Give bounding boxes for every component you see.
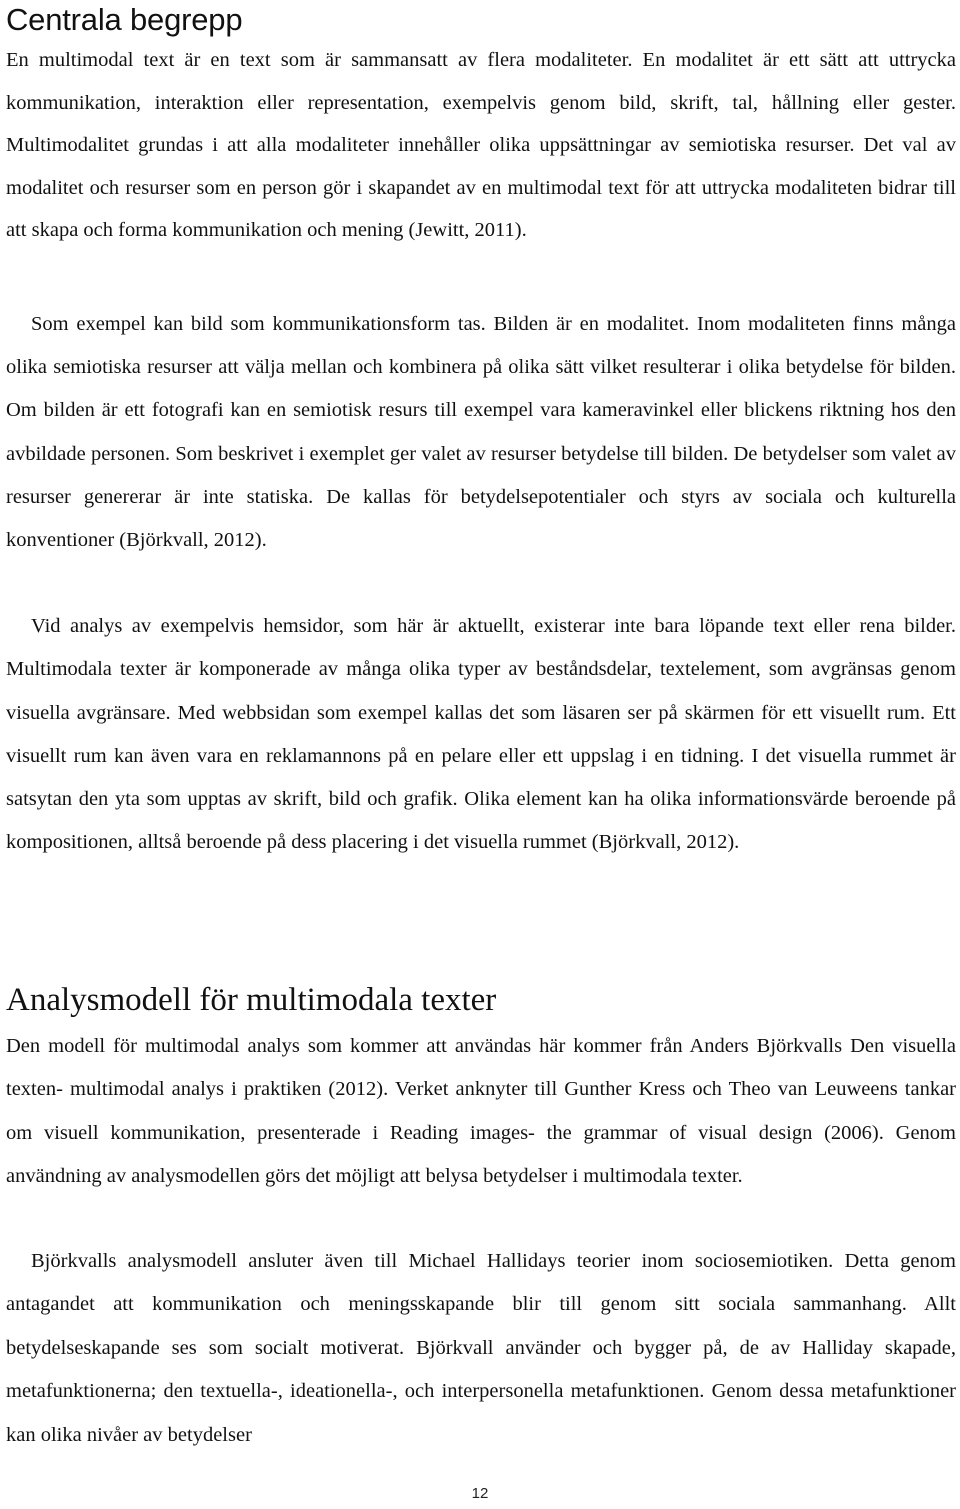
paragraph-visuellt-rum: Vid analys av exempelvis hemsidor, som här är aktuellt, existerar inte bara löpande text eller rena bilder. Multimodala texter är komponerade av många olika typer av beståndsdelar, textelement, som avgränsas genom visuella avgränsare. Med webbsidan som exempel kallas det som läsaren ser på skärmen för ett visuellt rum. Ett visuellt rum kan även vara en reklamannons på en pelare eller ett uppslag i en tidning. I det visuella rummet är satsytan den yta som upptas av skrift, bild och grafik. Olika element kan ha olika informationsvärde beroende på kompositionen, alltså beroende på dess placering i det visuella rummet (Björkvall, 2012). xyxy=(6,615,956,854)
document-page xyxy=(6,0,956,1446)
section-heading-analysmodell: Analysmodell för multimodala texter xyxy=(6,982,497,1018)
section-heading-centrala-begrepp: Centrala begrepp xyxy=(6,2,243,37)
page-number: 12 xyxy=(471,1485,489,1502)
paragraph-bild-exempel: Som exempel kan bild som kommunikationsform tas. Bilden är en modalitet. Inom modaliteten finns många olika semiotiska resurser att välja mellan och kombinera på olika sätt vilket resulterar i olika betydelse för bilden. Om bilden är ett fotografi kan en semiotisk resurs till exempel vara kameravinkel eller blickens riktning hos den avbildade personen. Som beskrivet i exemplet ger valet av resurser betydelse till bilden. De betydelser som valet av resurser genererar är inte statiska. De kallas för betydelsepotentialer och styrs av sociala och kulturella konventioner (Björkvall, 2012). xyxy=(6,313,956,552)
paragraph-multimodal-text-definition: En multimodal text är en text som är sammansatt av flera modaliteter. En modalitet är ett sätt att uttrycka kommunikation, interaktion eller representation, exempelvis genom bild, skrift, tal, hållning eller gester. Multimodalitet grundas i att alla modaliteter innehåller olika uppsättningar av semiotiska resurser. Det val av modalitet och resurser som en person gör i skapandet av en multimodal text för att uttrycka modaliteten bidrar till att skapa och forma kommunikation och mening (Jewitt, 2011). xyxy=(6,49,956,242)
paragraph-analysmodell-intro: Den modell för multimodal analys som kommer att användas här kommer från Anders Björkvalls Den visuella texten- multimodal analys i praktiken (2012). Verket anknyter till Gunther Kress och Theo van Leuweens tankar om visuell kommunikation, presenterade i Reading images- the grammar of visual design (2006). Genom användning av analysmodellen görs det möjligt att belysa betydelser i multimodala texter. xyxy=(6,1035,956,1188)
paragraph-halliday-metafunktioner: Björkvalls analysmodell ansluter även till Michael Hallidays teorier inom sociosemiotiken. Detta genom antagandet att kommunikation och meningsskapande blir till genom sitt sociala sammanhang. Allt betydelseskapande ses som socialt motiverat. Björkvall använder och bygger på, de av Halliday skapade, metafunktionerna; den textuella-, ideationella-, och interpersonella metafunktionen. Genom dessa metafunktioner kan olika nivåer av betydelser xyxy=(6,1250,956,1446)
